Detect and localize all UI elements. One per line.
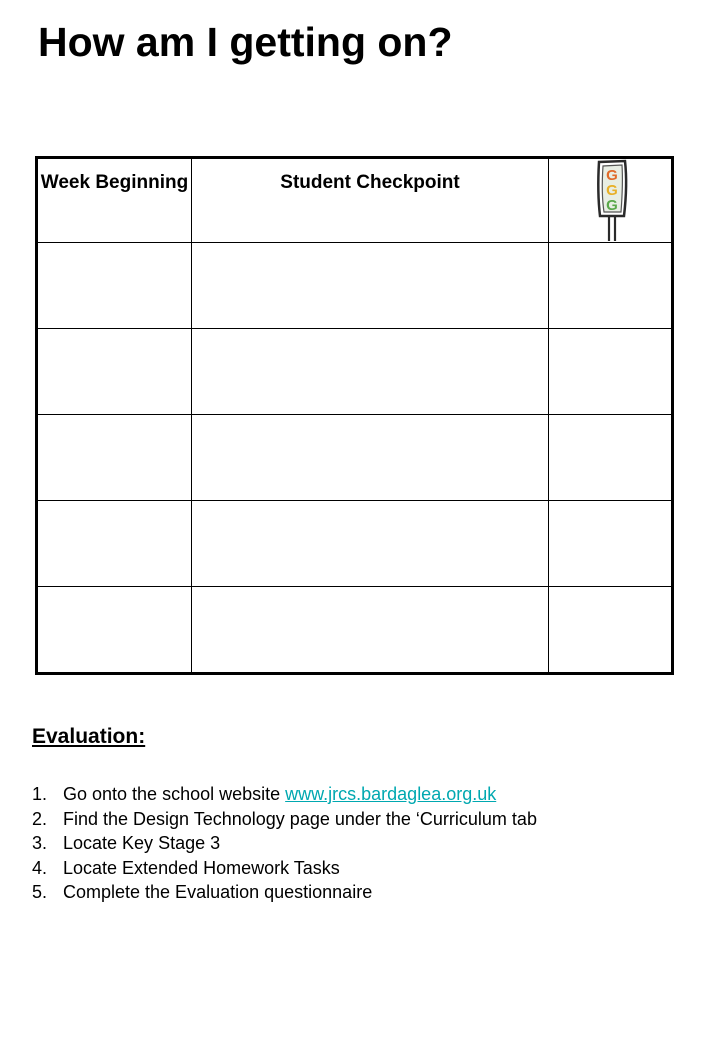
table-row: [37, 587, 673, 674]
checkpoint-cell[interactable]: [192, 587, 549, 674]
header-student-checkpoint: Student Checkpoint: [192, 158, 549, 243]
table-row: [37, 501, 673, 587]
status-cell[interactable]: [549, 415, 673, 501]
step-text: Locate Key Stage 3: [63, 833, 221, 853]
step-number: 1.: [32, 784, 48, 804]
table-header-row: [37, 158, 673, 243]
step-text: Complete the Evaluation questionnaire: [63, 882, 373, 902]
list-item: [32, 856, 720, 881]
list-item: [32, 831, 720, 856]
list-item: [32, 782, 720, 807]
status-cell[interactable]: [549, 329, 673, 415]
traffic-light-green-letter: G: [606, 197, 618, 214]
step-number: 2.: [32, 808, 48, 829]
traffic-light-red-letter: G: [606, 167, 618, 184]
checkpoint-cell[interactable]: [192, 243, 549, 329]
school-website-link[interactable]: www.jrcs.bardaglea.org.uk: [285, 784, 497, 804]
evaluation-heading: Evaluation:: [32, 725, 146, 748]
week-cell[interactable]: [37, 329, 192, 415]
step-text: Find the Design Technology page under the ‘Curriculum tab: [63, 808, 537, 829]
traffic-light-amber-letter: G: [606, 182, 618, 199]
status-cell[interactable]: [549, 243, 673, 329]
header-status: [549, 158, 673, 243]
step-number: 4.: [32, 857, 48, 878]
header-week-beginning: Week Beginning: [37, 158, 192, 243]
step-text: [63, 782, 496, 807]
page-title: How am I getting on?: [38, 19, 453, 65]
status-cell[interactable]: [549, 501, 673, 587]
table-row: [37, 415, 673, 501]
checkpoint-cell[interactable]: [192, 415, 549, 501]
table-row: [37, 243, 673, 329]
checkpoint-table: [35, 156, 674, 675]
list-item: [32, 807, 720, 832]
table-row: [37, 329, 673, 415]
list-item: [32, 880, 720, 905]
week-cell[interactable]: [37, 243, 192, 329]
step-number: 3.: [32, 833, 48, 853]
week-cell[interactable]: [37, 415, 192, 501]
checkpoint-cell[interactable]: [192, 329, 549, 415]
week-cell[interactable]: [37, 587, 192, 674]
evaluation-steps: [32, 782, 720, 905]
traffic-light-icon: [594, 159, 634, 243]
week-cell[interactable]: [37, 501, 192, 587]
step-number: 5.: [32, 882, 48, 902]
evaluation-section: [32, 722, 720, 905]
checkpoint-cell[interactable]: [192, 501, 549, 587]
step-text-label: Go onto the school website: [63, 784, 286, 804]
step-text: Locate Extended Homework Tasks: [63, 857, 340, 878]
status-cell[interactable]: [549, 587, 673, 674]
